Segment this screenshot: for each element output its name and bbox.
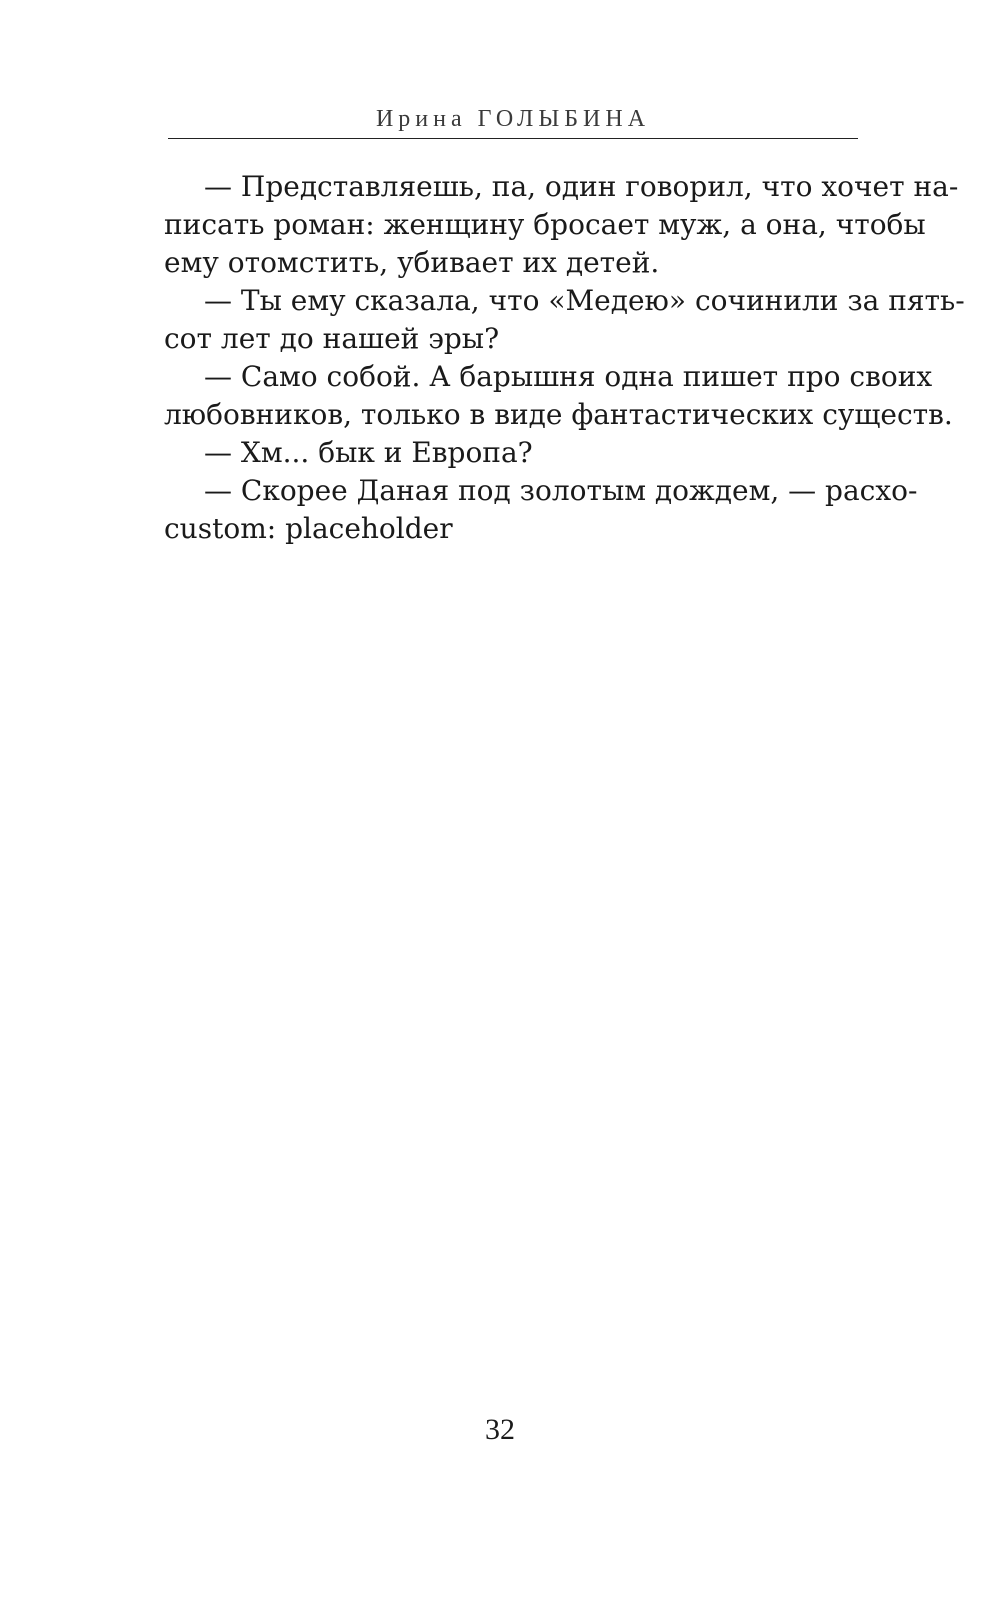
text-line	[164, 966, 858, 1004]
text-line: писать роман: женщину бросает муж, а она, чтобы	[164, 208, 926, 241]
text-line	[164, 890, 858, 928]
text-line	[164, 1080, 858, 1118]
text-line	[164, 624, 858, 662]
text-line	[164, 852, 858, 890]
text-line: — Ты ему сказала, что «Медею» сочинили за пять-	[204, 284, 965, 317]
text-line: — Скорее Даная под золотым дождем, — расхо-	[204, 474, 918, 507]
text-line: сот лет до нашей эры?	[164, 322, 500, 355]
text-line	[164, 1042, 858, 1080]
text-line	[164, 1118, 858, 1156]
text-line	[164, 928, 858, 966]
page-number: 32	[485, 1413, 515, 1446]
text-line	[164, 548, 858, 586]
text-line	[164, 700, 858, 738]
text-line	[164, 1156, 858, 1194]
text-line	[164, 1004, 858, 1042]
text-line: ему отомстить, убивает их детей.	[164, 246, 660, 279]
header-rule	[168, 138, 858, 139]
running-head-author: Ирина ГОЛЫБИНА	[375, 106, 651, 132]
body-text	[164, 168, 965, 1384]
text-line: custom: placeholder	[164, 512, 453, 545]
text-line	[164, 814, 858, 852]
text-line	[164, 1270, 858, 1308]
text-line: — Представляешь, па, один говорил, что хочет на-	[204, 170, 959, 203]
text-line	[164, 1308, 858, 1346]
text-line	[164, 738, 858, 776]
text-line	[164, 1232, 858, 1270]
text-line	[164, 776, 858, 814]
text-line	[164, 1346, 858, 1384]
text-line	[164, 586, 858, 624]
text-line: — Само собой. А барышня одна пишет про своих	[204, 360, 933, 393]
text-line	[164, 1194, 858, 1232]
text-line	[164, 662, 858, 700]
text-line: — Хм... бык и Европа?	[204, 436, 533, 469]
text-line: любовников, только в виде фантастических существ.	[164, 398, 953, 431]
